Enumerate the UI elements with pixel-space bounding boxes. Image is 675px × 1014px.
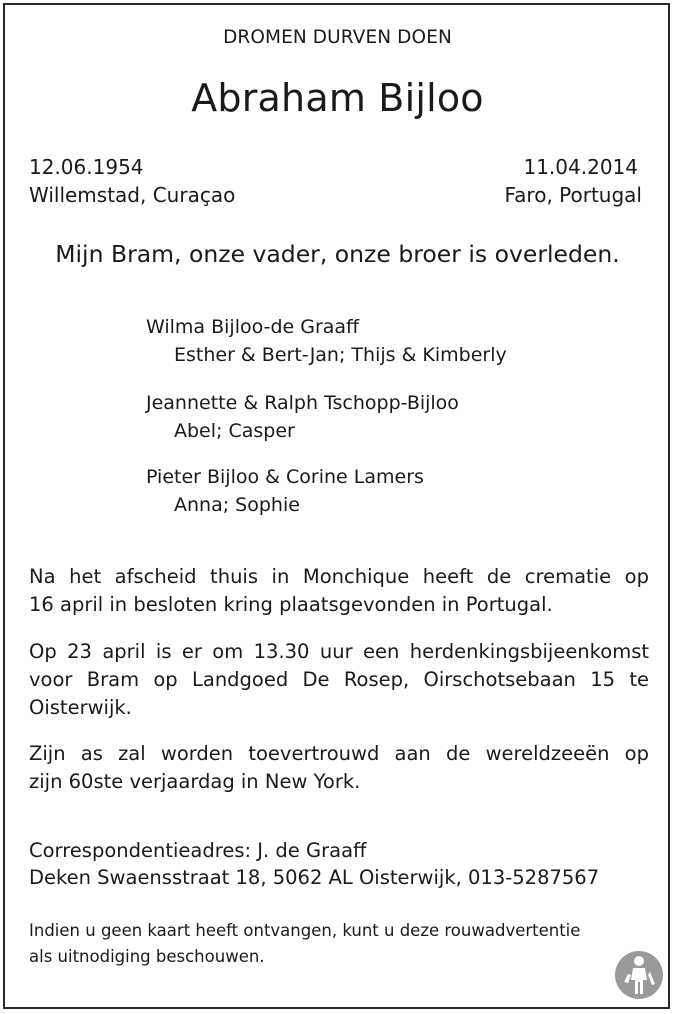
memorial-paragraph (29, 638, 649, 722)
motto: DROMEN DURVEN DOEN (223, 27, 452, 48)
family-member-name: Pieter Bijloo & Corine Lamers (146, 466, 424, 488)
family-member-children: Abel; Casper (174, 420, 295, 442)
correspondence-contact: Correspondentieadres: J. de Graaff (29, 839, 367, 862)
birth-place: Willemstad, Curaçao (29, 183, 236, 207)
paragraph-line: voor Bram op Landgoed De Rosep, Oirschotsebaan 15 te (29, 668, 649, 691)
death-date: 11.04.2014 (523, 155, 638, 179)
cremation-paragraph (29, 563, 649, 619)
paragraph-line: Op 23 april is er om 13.30 uur een herdenkingsbijeenkomst (29, 640, 649, 663)
paragraph-line: Na het afscheid thuis in Monchique heeft de crematie op (29, 565, 649, 588)
paragraph-line: Zijn as zal worden toevertrouwd aan de wereldzeeën op (29, 742, 649, 765)
deceased-name: Abraham Bijloo (191, 76, 484, 120)
invitation-note: Indien u geen kaart heeft ontvangen, kunt u deze rouwadvertentie (29, 921, 581, 940)
correspondence-address: Deken Swaensstraat 18, 5062 AL Oisterwijk, 013-5287567 (29, 866, 600, 889)
family-member-name: Wilma Bijloo-de Graaff (146, 316, 360, 338)
ashes-paragraph (29, 740, 649, 796)
birth-date: 12.06.1954 (29, 155, 144, 179)
death-place: Faro, Portugal (504, 183, 642, 207)
memorial-figure-icon (614, 950, 664, 1000)
family-member-children: Anna; Sophie (174, 494, 300, 516)
paragraph-line: Oisterwijk. (29, 696, 132, 719)
paragraph-line: zijn 60ste verjaardag in New York. (29, 770, 361, 793)
family-member-children: Esther & Bert-Jan; Thijs & Kimberly (174, 344, 507, 366)
announcement: Mijn Bram, onze vader, onze broer is overleden. (55, 240, 620, 268)
invitation-note: als uitnodiging beschouwen. (29, 947, 265, 966)
paragraph-line: 16 april in besloten kring plaatsgevonden in Portugal. (29, 593, 553, 616)
family-member-name: Jeannette & Ralph Tschopp-Bijloo (146, 392, 459, 414)
